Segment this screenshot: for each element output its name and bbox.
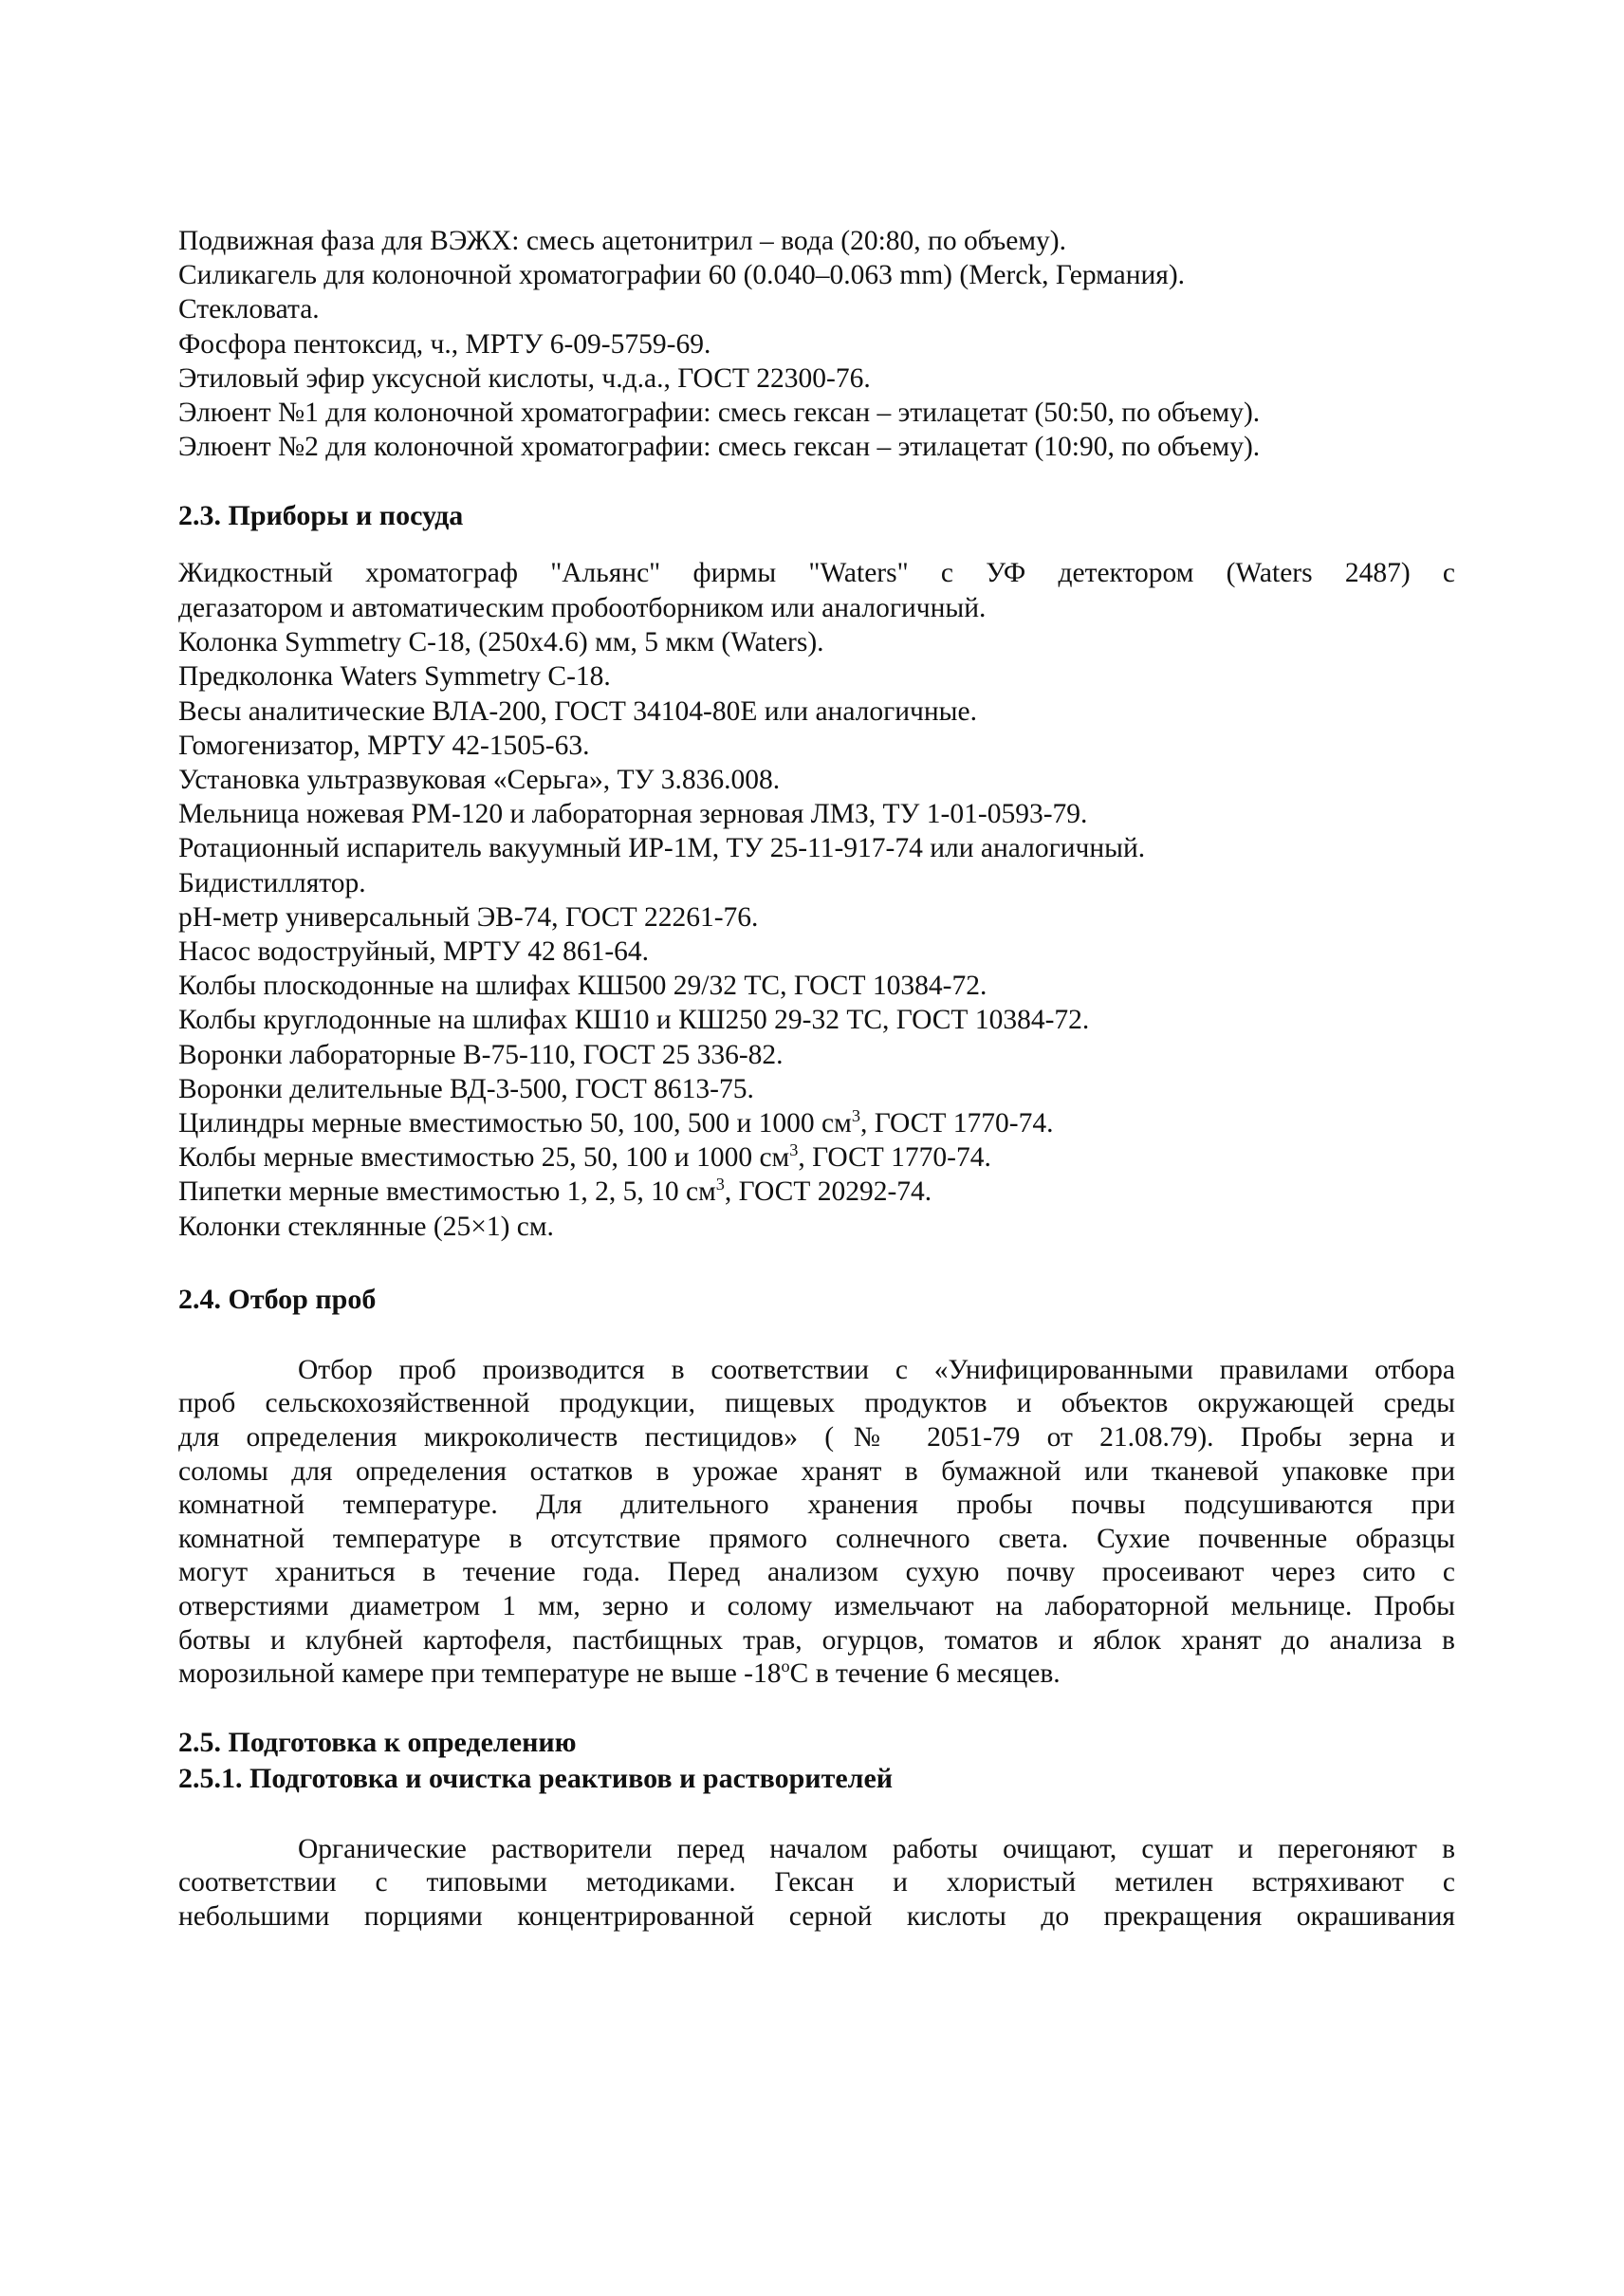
- equipment-line: Колбы плоскодонные на шлифах КШ500 29/32 ТС, ГОСТ 10384-72.: [178, 971, 987, 1002]
- sampling-paragraph: [178, 1354, 1455, 1692]
- equipment-line: pH-метр универсальный ЭВ-74, ГОСТ 22261-76.: [178, 901, 759, 933]
- reagent-line: Элюент №1 для колоночной хроматографии: смесь гексан – этилацетат (50:50, по объему).: [178, 398, 1261, 429]
- section-2-5-1-heading: 2.5.1. Подготовка и очистка реактивов и растворителей: [178, 1762, 894, 1794]
- equipment-line: [178, 1106, 1455, 1140]
- paragraph-line: комнатной температуре в отсутствие прямого солнечного света. Сухие почвенные образцы: [178, 1523, 1455, 1554]
- section-2-5-heading: 2.5. Подготовка к определению: [178, 1726, 577, 1758]
- flasks-text: Колбы мерные вместимостью 25, 50, 100 и 1000 см: [178, 1142, 790, 1174]
- paragraph-line: комнатной температуре. Для длительного хранения пробы почвы подсушиваются при: [178, 1490, 1455, 1521]
- paragraph-line: для определения микроколичеств пестицидов» (№ 2051-79 от 21.08.79). Пробы зерна и: [178, 1422, 1455, 1454]
- equipment-line: Мельница ножевая РМ-120 и лабораторная зерновая ЛМЗ, ТУ 1-01-0593-79.: [178, 799, 1088, 830]
- equipment-line: Предколонка Waters Symmetry C-18.: [178, 661, 611, 693]
- equipment-line: [178, 1140, 1455, 1175]
- equipment-line: [178, 1175, 1455, 1209]
- reagent-line: Силикагель для колоночной хроматографии 60 (0.040–0.063 mm) (Merck, Германия).: [178, 260, 1186, 291]
- equipment-list: [178, 557, 1455, 1243]
- equipment-line: дегазатором и автоматическим пробоотборником или аналогичный.: [178, 593, 987, 624]
- reagent-line: Подвижная фаза для ВЭЖХ: смесь ацетонитрил – вода (20:80, по объему).: [178, 226, 1066, 256]
- reagent-line: Фосфора пентоксид, ч., МРТУ 6-09-5759-69.: [178, 328, 711, 360]
- pipettes-standard: , ГОСТ 20292-74.: [724, 1176, 932, 1208]
- flasks-standard: , ГОСТ 1770-74.: [798, 1142, 991, 1174]
- cubic-superscript: 3: [715, 1175, 725, 1194]
- paragraph-line: небольшими порциями концентрированной серной кислоты до прекращения окрашивания: [178, 1901, 1455, 1932]
- paragraph-line: проб сельскохозяйственной продукции, пищевых продуктов и объектов окружающей среды: [178, 1388, 1455, 1419]
- paragraph-line: ботвы и клубней картофеля, пастбищных трав, огурцов, томатов и яблок хранят до анализа в: [178, 1624, 1455, 1656]
- reagent-line: Этиловый эфир уксусной кислоты, ч.д.а., ГОСТ 22300-76.: [178, 362, 871, 394]
- cubic-superscript: 3: [851, 1106, 860, 1126]
- paragraph-line: [178, 1657, 1455, 1692]
- degree-superscript: о: [781, 1657, 790, 1676]
- equipment-line: Воронки делительные ВД-3-500, ГОСТ 8613-75.: [178, 1073, 754, 1104]
- cylinders-text: Цилиндры мерные вместимостью 50, 100, 500 и 1000 см: [178, 1108, 852, 1139]
- equipment-line: Колонки стеклянные (25×1) см.: [178, 1211, 554, 1242]
- paragraph-line: отверстиями диаметром 1 мм, зерно и солому измельчают на лабораторной мельнице. Пробы: [178, 1591, 1455, 1622]
- cylinders-standard: , ГОСТ 1770-74.: [859, 1108, 1054, 1139]
- reagents-list: [178, 224, 1455, 464]
- reagent-line: Элюент №2 для колоночной хроматографии: смесь гексан – этилацетат (10:90, по объему).: [178, 432, 1261, 463]
- equipment-line: Весы аналитические ВЛА-200, ГОСТ 34104-80Е или аналогичные.: [178, 695, 977, 727]
- storage-duration: С в течение 6 месяцев.: [789, 1658, 1061, 1690]
- equipment-line: Колбы круглодонные на шлифах КШ10 и КШ250 29-32 ТС, ГОСТ 10384-72.: [178, 1005, 1090, 1036]
- paragraph-line: соответствии с типовыми методиками. Гексан и хлористый метилен встряхивают с: [178, 1867, 1455, 1898]
- paragraph-line: Отбор проб производится в соответствии с «Унифицированными правилами отбора: [298, 1354, 1455, 1385]
- paragraph-line: соломы для определения остатков в урожае хранят в бумажной или тканевой упаковке при: [178, 1455, 1455, 1487]
- equipment-line: Колонка Symmetry C-18, (250х4.6) мм, 5 мкм (Waters).: [178, 627, 824, 658]
- document-page: [178, 224, 1455, 1935]
- equipment-line: Ротационный испаритель вакуумный ИР-1М, ТУ 25-11-917-74 или аналогичный.: [178, 833, 1146, 864]
- cubic-superscript: 3: [789, 1140, 799, 1160]
- reagent-line: Стекловата.: [178, 294, 320, 325]
- storage-text: морозильной камере при температуре не выше -18: [178, 1658, 782, 1690]
- pipettes-text: Пипетки мерные вместимостью 1, 2, 5, 10 см: [178, 1176, 716, 1208]
- equipment-line: Жидкостный хроматограф "Альянс" фирмы "Waters" с УФ детектором (Waters 2487) с: [178, 558, 1455, 589]
- equipment-line: Воронки лабораторные В-75-110, ГОСТ 25 336-82.: [178, 1039, 784, 1070]
- paragraph-line: Органические растворители перед началом работы очищают, сушат и перегоняют в: [298, 1833, 1455, 1864]
- section-2-4-heading: 2.4. Отбор проб: [178, 1283, 377, 1315]
- equipment-line: Насос водоструйный, МРТУ 42 861-64.: [178, 936, 650, 968]
- equipment-line: Гомогенизатор, МРТУ 42-1505-63.: [178, 730, 590, 761]
- paragraph-line: могут храниться в течение года. Перед анализом сухую почву просеивают через сито с: [178, 1557, 1455, 1588]
- solvents-paragraph: [178, 1833, 1455, 1935]
- section-2-3-heading: 2.3. Приборы и посуда: [178, 500, 464, 532]
- equipment-line: Установка ультразвуковая «Серьга», ТУ 3.836.008.: [178, 765, 781, 796]
- equipment-line: Бидистиллятор.: [178, 867, 366, 898]
